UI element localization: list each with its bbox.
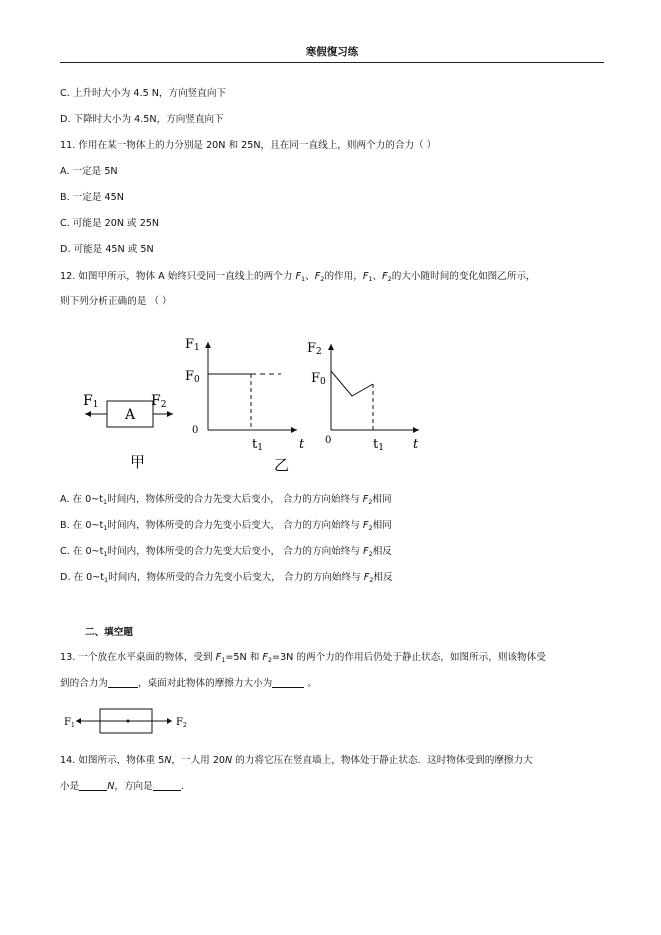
q12-option-a: A. 在 $0\sim t_1$时间内，物体所受的合力先变大后变小， 合力的方向始终与 $F_2$相同 — [60, 494, 392, 506]
q12-option-c: C. 在 $0\sim t_1$时间内，物体所受的合力先变大后变小， 合力的方向始终与 $F_2$相反 — [60, 546, 392, 558]
q11-option-d: D. 可能是 45N 或 5N — [60, 244, 154, 255]
svg-text:t: t — [299, 437, 305, 452]
svg-text:F0: F0 — [185, 369, 200, 385]
q12-stem: 12. 如图甲所示，物体 A 始终只受同一直线上的两个力 $F_1$、$F_2$的作用，$F_1$、$F_2$的大小随时间的变化如图乙所示， — [60, 271, 536, 283]
q10-option-c: C. 上升时大小为 4.5 N，方向竖直向下 — [60, 88, 227, 99]
q13-stem: 13. 一个放在水平桌面的物体，受到 $F_1=5N$ 和 $F_2=3N$ 的两个力的作用后仍处于静止状态，如图所示，则该物体受 — [60, 652, 546, 664]
graph-f1 — [185, 337, 305, 474]
blank-friction-value[interactable] — [79, 780, 107, 791]
graph-f2 — [307, 341, 419, 453]
blank-net-force[interactable] — [108, 677, 138, 688]
svg-text:F2: F2 — [307, 341, 322, 357]
page-header: 寒假復习练 — [305, 46, 359, 58]
q11-option-a: A. 一定是 5N — [60, 166, 118, 177]
header-rule — [60, 62, 604, 63]
q14-stem: 14. 如图所示，物体重 5N，一人用 20N 的力将它压在竖直墙上，物体处于静止状态．这时物体受到的摩擦力大 — [60, 755, 533, 766]
f1-label: F1 — [83, 393, 99, 410]
q13-stem-line2: 到的合力为 ，桌面对此物体的摩擦力大小为 。 — [60, 678, 317, 689]
svg-text:F1: $F_1$ — [64, 717, 75, 729]
blank-friction-direction[interactable] — [153, 780, 181, 791]
yi-label: 乙 — [274, 456, 290, 474]
q10-option-d: D. 下降时大小为 4.5N，方向竖直向下 — [60, 114, 224, 125]
q12-figure — [75, 330, 435, 480]
svg-text:0: 0 — [325, 435, 332, 446]
f2-label: F2 — [151, 393, 167, 410]
q13-figure — [60, 705, 200, 739]
q11-option-b: B. 一定是 45N — [60, 192, 124, 203]
svg-text:F1: F1 — [185, 337, 200, 353]
q11-stem: 11. 作用在某一物体上的力分别是 20N 和 25N，且在同一直线上，则两个力的合力（ ） — [60, 140, 437, 151]
q11-option-c: C. 可能是 20N 或 25N — [60, 218, 160, 229]
svg-text:F2: $F_2$ — [176, 717, 187, 729]
section-title: 二、填空题 — [85, 627, 133, 638]
svg-text:0: 0 — [192, 425, 199, 436]
figure-jia — [83, 393, 173, 471]
svg-text:t: t — [413, 437, 419, 452]
q14-stem-line2: 小是 N，方向是 ． — [60, 781, 191, 792]
box-a-label: A — [125, 407, 136, 423]
blank-friction[interactable] — [272, 677, 304, 688]
q12-stem-line2: 则下列分析正确的是 （ ） — [60, 296, 172, 307]
q12-option-d: D. 在 $0\sim t_1$时间内，物体所受的合力先变小后变大， 合力的方向始终与 $F_2$相反 — [60, 572, 393, 584]
svg-text:F0: F0 — [311, 371, 326, 387]
svg-text:t1: t1 — [252, 437, 263, 453]
q12-option-b: B. 在 $0\sim t_1$时间内，物体所受的合力先变小后变大， 合力的方向始终与 $F_2$相同 — [60, 520, 392, 532]
svg-text:t1: t1 — [373, 437, 384, 453]
jia-label: 甲 — [130, 453, 146, 471]
